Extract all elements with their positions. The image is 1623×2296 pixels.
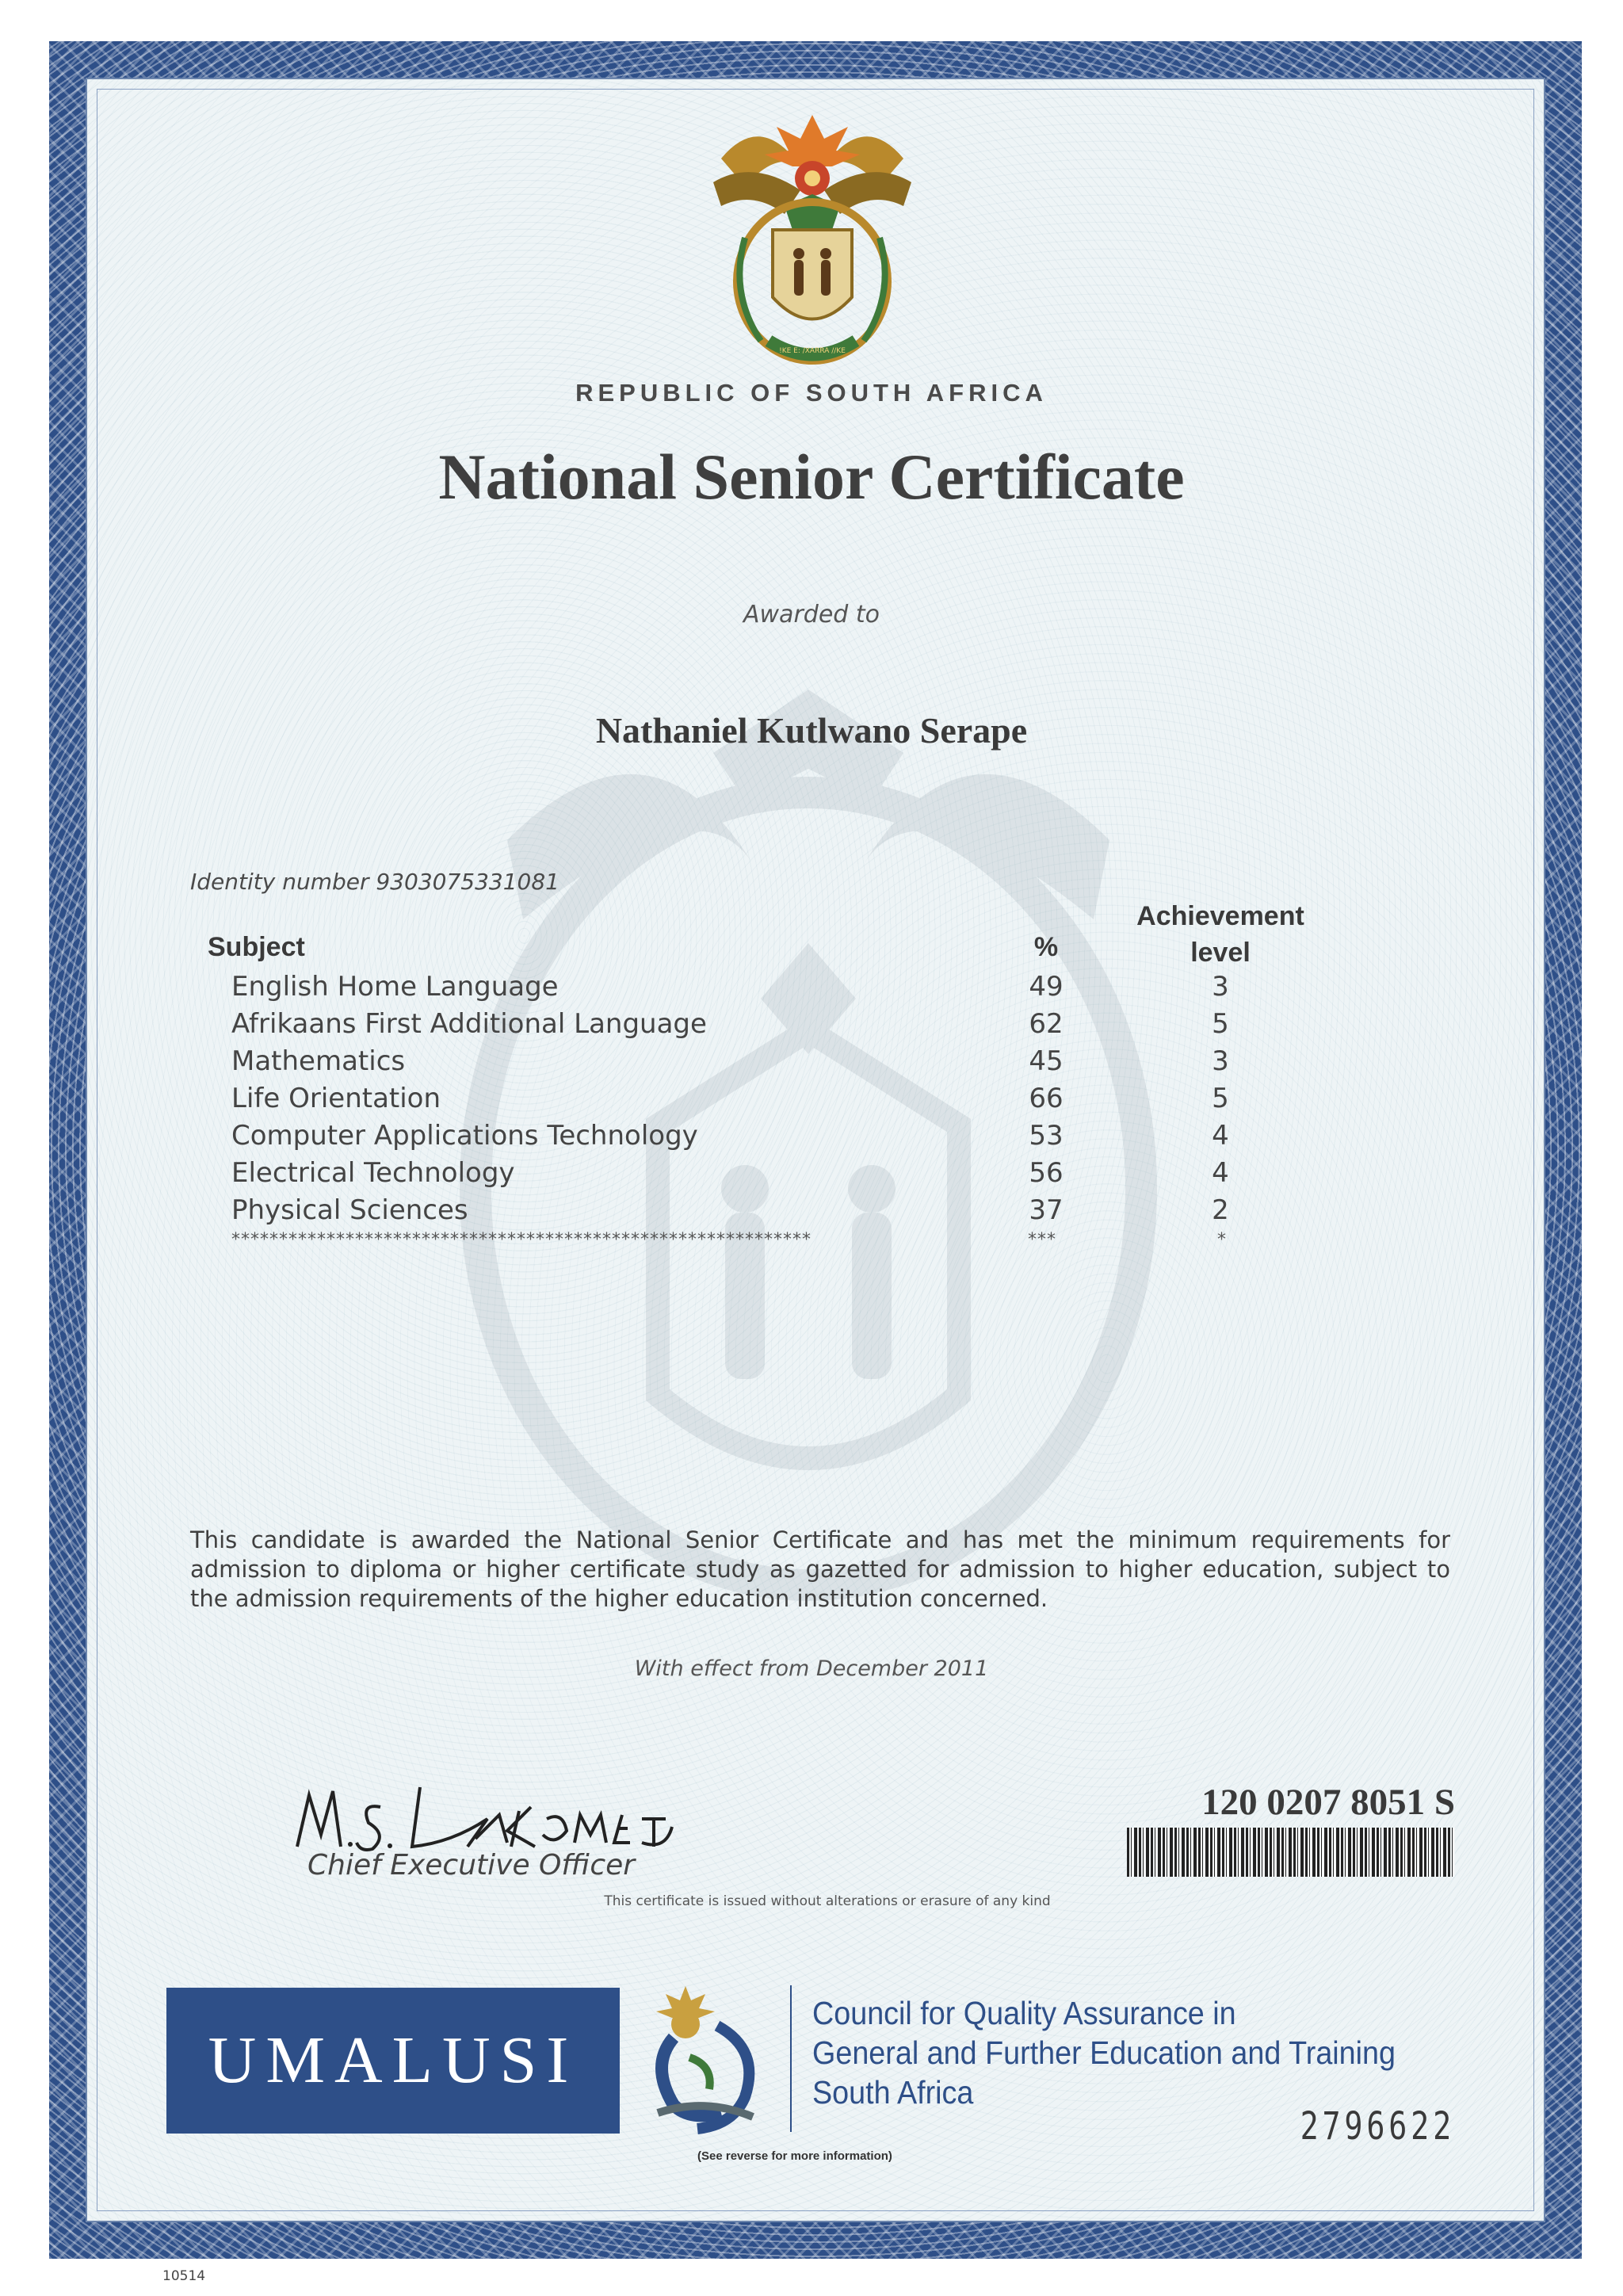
subject-percent: 56 <box>1029 1157 1064 1189</box>
subject-percent: 62 <box>1029 1008 1064 1040</box>
identity-value: 9303075331081 <box>376 869 559 895</box>
table-row <box>0 1194 1623 1231</box>
achievement-level-header: Achievement level <box>1136 901 1304 968</box>
table-row <box>0 1157 1623 1194</box>
recipient-name: Nathaniel Kutlwano Serape <box>595 710 1028 751</box>
subject-percent: 66 <box>1029 1083 1064 1114</box>
effective-date: With effect from December 2011 <box>634 1656 989 1681</box>
identity-number <box>190 869 559 895</box>
subject-name: Electrical Technology <box>231 1157 515 1189</box>
barcode <box>1127 1828 1455 1877</box>
table-row <box>0 1045 1623 1082</box>
ceo-title: Chief Executive Officer <box>307 1849 636 1881</box>
table-row <box>0 1120 1623 1156</box>
subject-name: Afrikaans First Additional Language <box>231 1008 707 1040</box>
percent-filler-stars: *** <box>1028 1230 1056 1250</box>
serial-number: 2796622 <box>1300 2104 1455 2149</box>
certificate-title: National Senior Certificate <box>438 441 1185 513</box>
subject-percent: 45 <box>1029 1045 1064 1077</box>
table-row <box>0 1083 1623 1119</box>
subject-name: English Home Language <box>231 971 559 1003</box>
form-number: 10514 <box>162 2268 206 2284</box>
coat-of-arms <box>697 111 927 372</box>
admission-statement: This candidate is awarded the National Senior Certificate and has met the minimum requirements for admission to diploma or higher certificate study as gazetted for admission to higher education, subject to the admission requirements of the higher education institution concerned. <box>190 1526 1450 1612</box>
subject-name: Life Orientation <box>231 1083 441 1114</box>
umalusi-logo <box>642 1978 777 2137</box>
no-alterations-note: This certificate is issued without alterations or erasure of any kind <box>604 1893 1051 1909</box>
ceo-signature <box>293 1771 674 1859</box>
subject-name: Mathematics <box>231 1045 406 1077</box>
subject-header: Subject <box>208 932 305 962</box>
subject-percent: 53 <box>1029 1120 1064 1152</box>
council-line-2: General and Further Education and Training <box>812 2034 1396 2071</box>
see-reverse-note: (See reverse for more information) <box>697 2149 892 2163</box>
umalusi-brand-box: UMALUSI <box>166 1988 620 2134</box>
subject-level: 5 <box>1212 1008 1229 1040</box>
level-filler-star: * <box>1217 1230 1227 1250</box>
council-name <box>812 1993 1396 2112</box>
svg-text:!KE E: /XARRA //KE: !KE E: /XARRA //KE <box>779 347 846 355</box>
council-line-3: South Africa <box>812 2074 974 2111</box>
subject-level: 3 <box>1212 971 1229 1003</box>
subject-percent: 49 <box>1029 971 1064 1003</box>
subject-name: Computer Applications Technology <box>231 1120 698 1152</box>
percent-header: % <box>1033 932 1059 962</box>
subject-level: 5 <box>1212 1083 1229 1114</box>
subject-level: 4 <box>1212 1120 1229 1152</box>
subject-level: 4 <box>1212 1157 1229 1189</box>
subject-percent: 37 <box>1029 1194 1064 1226</box>
awarded-to-label: Awarded to <box>743 601 880 628</box>
subject-name: Physical Sciences <box>231 1194 468 1226</box>
table-row <box>0 1008 1623 1045</box>
subject-filler-stars: ************************************************************* <box>231 1230 812 1250</box>
council-divider <box>790 1985 792 2132</box>
certificate-number: 120 0207 8051 S <box>1201 1782 1455 1823</box>
council-line-1: Council for Quality Assurance in <box>812 1995 1236 2031</box>
country-heading: REPUBLIC OF SOUTH AFRICA <box>575 379 1048 407</box>
table-row <box>0 971 1623 1007</box>
identity-label: Identity number <box>190 869 369 895</box>
subject-level: 2 <box>1212 1194 1229 1226</box>
subject-level: 3 <box>1212 1045 1229 1077</box>
